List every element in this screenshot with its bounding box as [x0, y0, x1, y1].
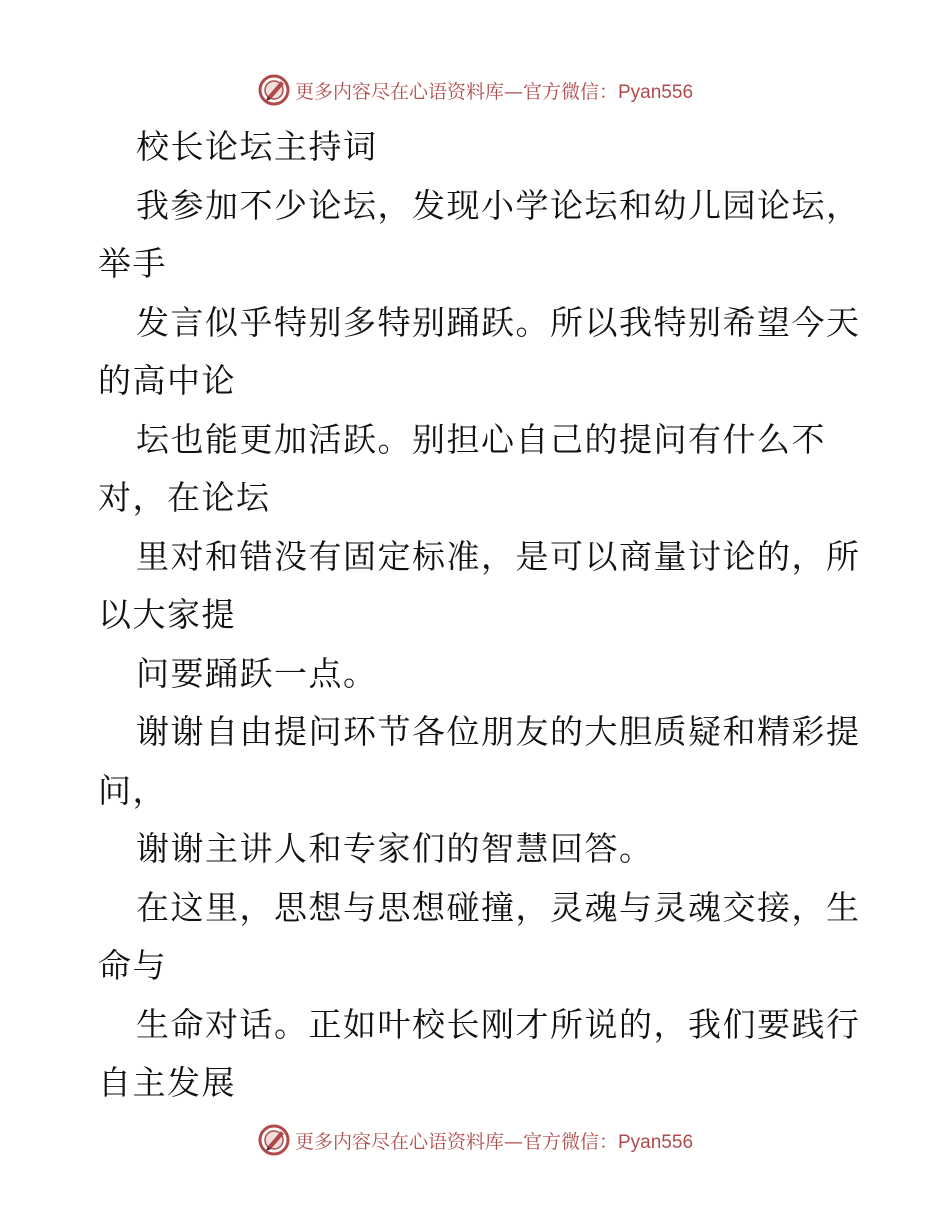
- text-line: 发言似乎特别多特别踊跃。所以我特别希望今天: [136, 302, 861, 342]
- footer-banner: [0, 1120, 950, 1160]
- text-line: 自主发展: [98, 1063, 236, 1102]
- text-line: 谢谢自由提问环节各位朋友的大胆质疑和精彩提: [136, 712, 861, 751]
- wechat-id: Pyan556: [618, 1131, 694, 1153]
- pen-logo-icon: [257, 1123, 291, 1157]
- text-line: 问，: [98, 770, 167, 810]
- wechat-id: Pyan556: [618, 81, 694, 103]
- text-line: 坛也能更加活跃。别担心自己的提问有什么不: [136, 419, 826, 459]
- document-body: [98, 118, 861, 1113]
- text-line: 以大家提: [98, 595, 236, 634]
- text-line: 命与: [98, 946, 167, 985]
- text-line: 举手: [98, 244, 167, 283]
- text-line: 里对和错没有固定标准，是可以商量讨论的，所: [136, 536, 861, 576]
- header-banner: [0, 70, 950, 110]
- text-line: 问要踊跃一点。: [136, 653, 378, 693]
- banner-text: 更多内容尽在心语资料库—官方微信：Pyan556: [294, 80, 694, 103]
- text-line: 生命对话。正如叶校长刚才所说的，我们要践行: [136, 1004, 861, 1044]
- text-line: 校长论坛主持词: [136, 127, 378, 166]
- text-line: 谢谢主讲人和专家们的智慧回答。: [136, 829, 654, 868]
- text-line: 我参加不少论坛，发现小学论坛和幼儿园论坛，: [136, 185, 861, 225]
- banner-text: 更多内容尽在心语资料库—官方微信：Pyan556: [294, 1130, 694, 1153]
- pen-logo-icon: [257, 73, 291, 107]
- text-line: 在这里，思想与思想碰撞，灵魂与灵魂交接，生: [136, 887, 861, 927]
- text-line: 对，在论坛: [98, 478, 271, 517]
- text-line: 的高中论: [98, 361, 236, 400]
